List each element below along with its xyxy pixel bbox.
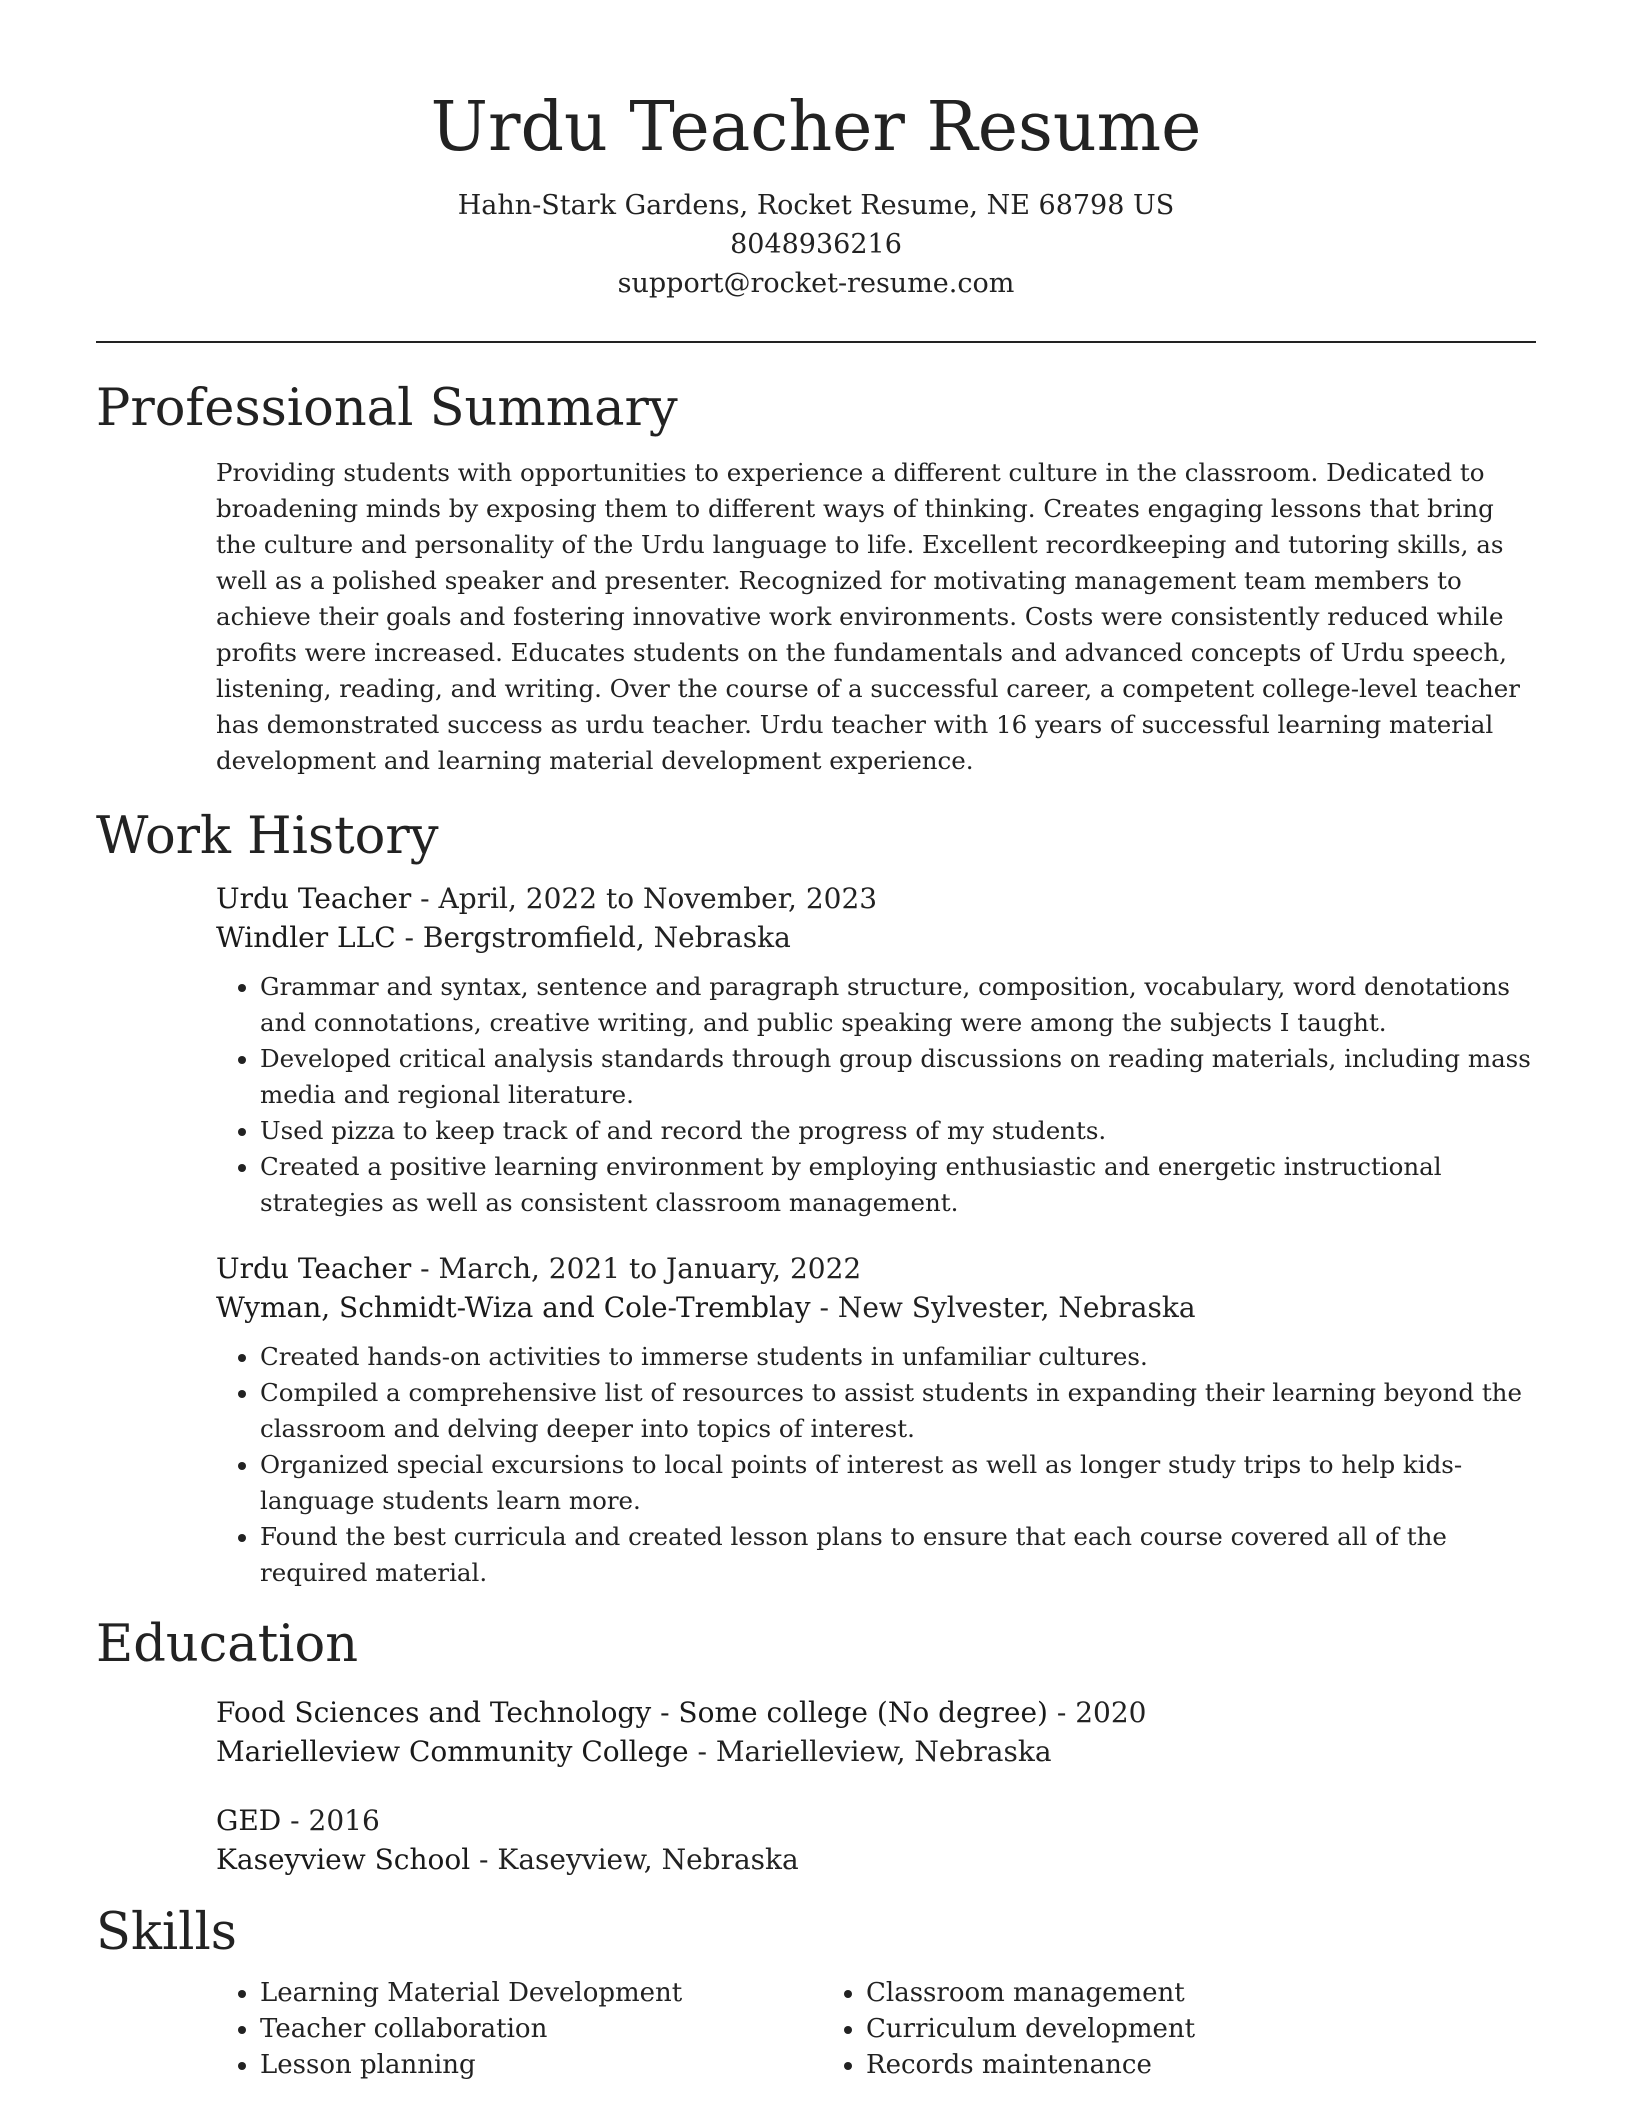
education-entry — [216, 1801, 1536, 1879]
job-bullet: • Used pizza to keep track of and record the progress of my students. — [260, 1113, 1536, 1149]
education-degree-line — [216, 1693, 1536, 1732]
skills-list-right — [822, 1975, 1428, 2083]
skills-heading: Skills — [96, 1903, 237, 1962]
skills-list-left — [216, 1975, 822, 2083]
skill-item: • Classroom management — [866, 1975, 1428, 2011]
education-school: Kaseyview School — [216, 1843, 471, 1876]
job-bullet: • Developed critical analysis standards through group discussions on reading materials, including mass media and regional literature. — [260, 1041, 1536, 1113]
job-bullet: • Found the best curricula and created lesson plans to ensure that each course covered all of the required material. — [260, 1519, 1536, 1591]
skill-item: • Records maintenance — [866, 2047, 1428, 2083]
skills-columns — [216, 1975, 1536, 2083]
skill-item: • Lesson planning — [260, 2047, 822, 2083]
header-divider — [96, 341, 1536, 343]
job-location: - New Sylvester, Nebraska — [810, 1291, 1196, 1324]
summary-text: Providing students with opportunities to experience a different culture in the classroom. Dedicated to broadening minds by exposing them to different ways of thinking. Creates engaging lessons that bring the culture and personality of the Urdu language to life. Excellent recordkeeping and tutoring skills, as well as a polished speaker and presenter. Recognized for motivating management team members to achieve their goals and fostering innovative work environments. Costs were consistently reduced while profits were increased. Educates students on the fundamentals and advanced concepts of Urdu speech, listening, reading, and writing. Over the course of a successful career, a competent college-level teacher has demonstrated success as urdu teacher. Urdu teacher with 16 years of successful learning material development and learning material development experience. — [216, 458, 1521, 775]
education-degree-line — [216, 1801, 1536, 1840]
job-entry — [216, 879, 1536, 1221]
job-bullets — [216, 1339, 1536, 1591]
job-company: Wyman, Schmidt-Wiza and Cole-Tremblay — [216, 1291, 811, 1324]
contact-email: support@rocket-resume.com — [617, 268, 1015, 299]
education-school: Marielleview Community College — [216, 1735, 689, 1768]
job-entry — [216, 1249, 1536, 1591]
job-company-line — [216, 918, 1536, 957]
contact-phone: 8048936216 — [730, 229, 902, 260]
education-entry — [216, 1693, 1536, 1771]
education-location: - Kaseyview, Nebraska — [470, 1843, 799, 1876]
job-company: Windler LLC — [216, 921, 396, 954]
summary-heading: Professional Summary — [96, 379, 678, 438]
job-bullet: • Grammar and syntax, sentence and paragraph structure, composition, vocabulary, word denotations and connotations, creative writing, and public speaking were among the subjects I taught. — [260, 969, 1536, 1041]
education-degree: GED — [216, 1804, 282, 1837]
work-history-section — [96, 805, 1536, 1591]
education-heading: Education — [96, 1615, 359, 1674]
job-bullet: • Compiled a comprehensive list of resources to assist students in expanding their learning beyond the classroom and delving deeper into topics of interest. — [260, 1375, 1536, 1447]
job-bullet: • Created a positive learning environment by employing enthusiastic and energetic instructional strategies as well as consistent classroom management. — [260, 1149, 1536, 1221]
job-title-line — [216, 879, 1536, 918]
job-dates: - March, 2021 to January, 2022 — [411, 1252, 862, 1285]
skill-item: • Teacher collaboration — [260, 2011, 822, 2047]
job-bullet: • Organized special excursions to local points of interest as well as longer study trips to help kids-language students learn more. — [260, 1447, 1536, 1519]
job-dates: - April, 2022 to November, 2023 — [411, 882, 878, 915]
contact-info — [96, 186, 1536, 303]
contact-address: Hahn-Stark Gardens, Rocket Resume, NE 68798 US — [457, 190, 1175, 221]
job-title: Urdu Teacher — [216, 1252, 412, 1285]
job-bullet: • Created hands-on activities to immerse students in unfamiliar cultures. — [260, 1339, 1536, 1375]
summary-section — [96, 377, 1536, 779]
job-company-line — [216, 1288, 1536, 1327]
education-year: - 2016 — [281, 1804, 380, 1837]
education-school-line — [216, 1840, 1536, 1879]
skill-item: • Curriculum development — [866, 2011, 1428, 2047]
job-location: - Bergstromfield, Nebraska — [395, 921, 791, 954]
skills-section — [96, 1901, 1536, 2083]
education-year: - 2020 — [1047, 1696, 1147, 1729]
education-school-line — [216, 1732, 1536, 1771]
education-section — [96, 1613, 1536, 1879]
education-location: - Marielleview, Nebraska — [688, 1735, 1052, 1768]
resume-title: Urdu Teacher Resume — [430, 88, 1202, 167]
job-title-line — [216, 1249, 1536, 1288]
job-title: Urdu Teacher — [216, 882, 412, 915]
work-history-heading: Work History — [96, 807, 439, 866]
job-bullets — [216, 969, 1536, 1221]
skill-item: • Learning Material Development — [260, 1975, 822, 2011]
education-degree: Food Sciences and Technology - Some college (No degree) — [216, 1696, 1048, 1729]
